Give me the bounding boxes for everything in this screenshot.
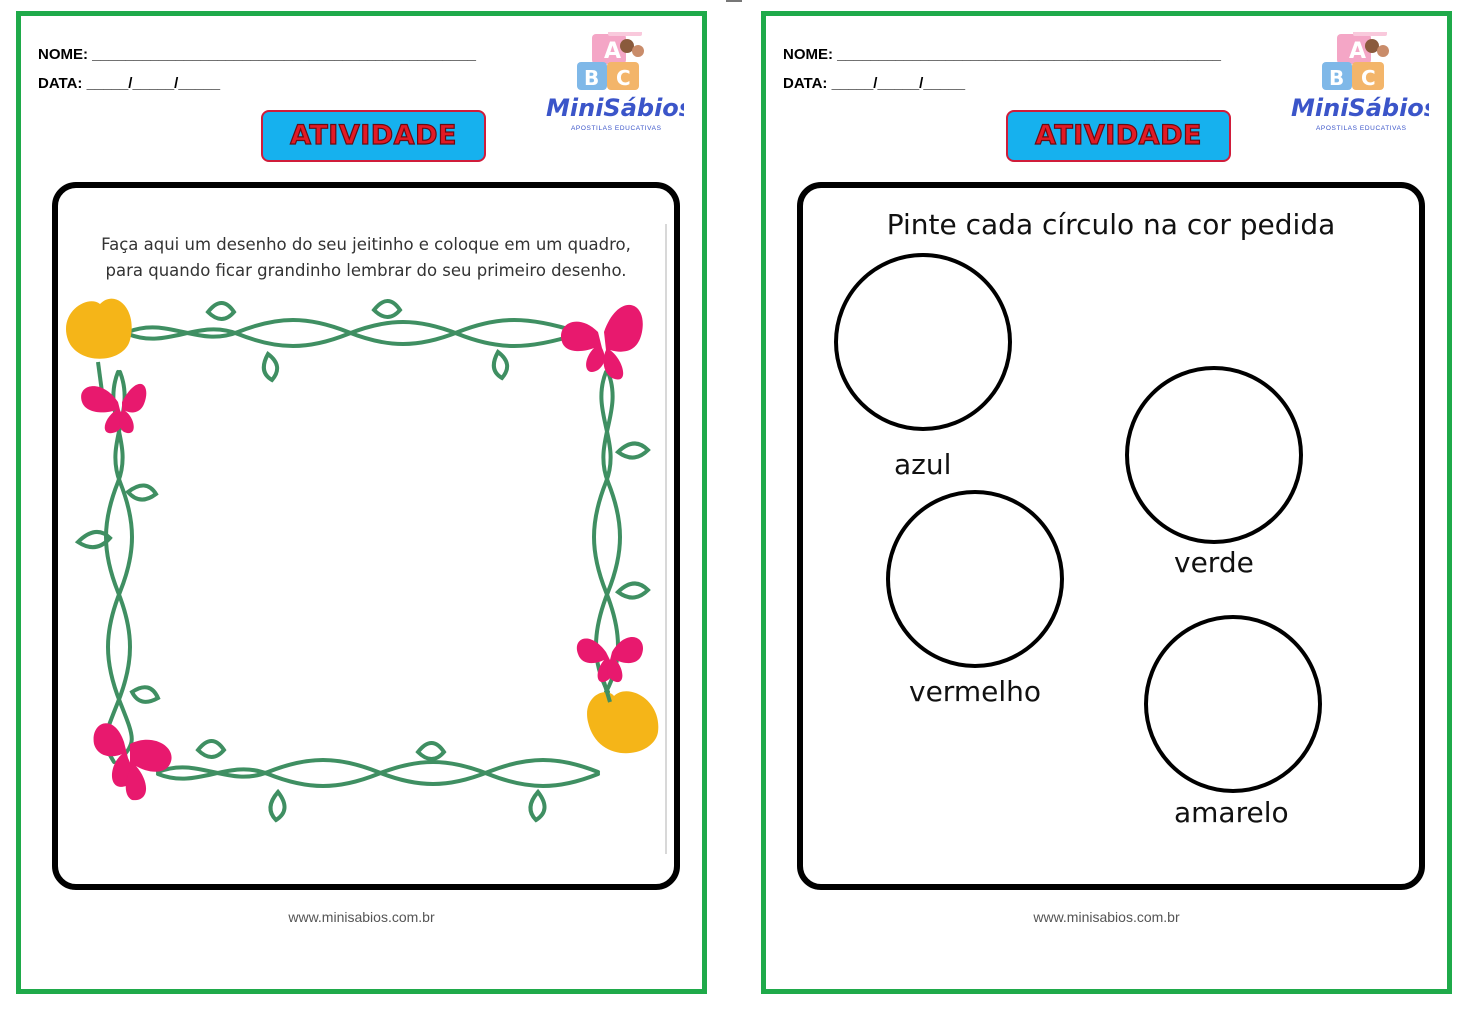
svg-text:MiniSábios: MiniSábios [546, 94, 684, 122]
abc-blocks-icon [577, 32, 644, 90]
vine-frame [78, 301, 648, 820]
worksheet-drawing [16, 11, 707, 994]
circle-verde[interactable] [1125, 366, 1303, 544]
circle-amarelo[interactable] [1144, 615, 1322, 793]
circle-label-verde: verde [1174, 546, 1254, 579]
page-divider-mark [726, 0, 742, 2]
svg-text:B: B [584, 66, 600, 90]
drawing-instruction: Faça aqui um desenho do seu jeitinho e coloque em um quadro, para quando ficar grandinho lembrar do seu primeiro desenho. [101, 235, 631, 280]
svg-text:APOSTILAS EDUCATIVAS: APOSTILAS EDUCATIVAS [571, 125, 662, 132]
activity-badge-label: ATIVIDADE [290, 120, 457, 151]
svg-text:C: C [1361, 66, 1376, 90]
butterfly-icon [561, 305, 643, 380]
svg-text:MiniSábios: MiniSábios [1291, 94, 1429, 122]
footer-url[interactable]: www.minisabios.com.br [1033, 909, 1180, 925]
footer-url[interactable]: www.minisabios.com.br [288, 909, 435, 925]
circles-frame [797, 182, 1425, 890]
circle-label-vermelho: vermelho [909, 675, 1041, 708]
butterfly-icon [577, 637, 643, 682]
svg-text:APOSTILAS EDUCATIVAS: APOSTILAS EDUCATIVAS [1316, 125, 1407, 132]
circle-azul[interactable] [834, 253, 1012, 431]
name-field[interactable]: NOME: ______________________________________________ [38, 46, 476, 63]
abc-blocks-icon [1322, 32, 1389, 90]
circle-vermelho[interactable] [886, 490, 1064, 668]
drawing-frame [52, 182, 680, 890]
date-field[interactable]: DATA: _____/_____/_____ [38, 75, 221, 92]
activity-badge [261, 110, 486, 162]
svg-text:A: A [604, 39, 622, 64]
tulip-icon [587, 682, 658, 753]
worksheet-circles [761, 11, 1452, 994]
name-field[interactable]: NOME: ______________________________________________ [783, 46, 1221, 63]
circle-label-amarelo: amarelo [1174, 796, 1289, 829]
circle-label-azul: azul [894, 448, 952, 481]
svg-text:C: C [616, 66, 631, 90]
minisabios-logo [1289, 32, 1429, 142]
date-field[interactable]: DATA: _____/_____/_____ [783, 75, 966, 92]
svg-text:B: B [1329, 66, 1345, 90]
flower-vine-frame[interactable] [58, 292, 674, 852]
minisabios-logo [544, 32, 684, 142]
svg-text:A: A [1349, 39, 1367, 64]
activity-badge-label: ATIVIDADE [1035, 120, 1202, 151]
activity-badge [1006, 110, 1231, 162]
circles-heading: Pinte cada círculo na cor pedida [886, 208, 1336, 241]
